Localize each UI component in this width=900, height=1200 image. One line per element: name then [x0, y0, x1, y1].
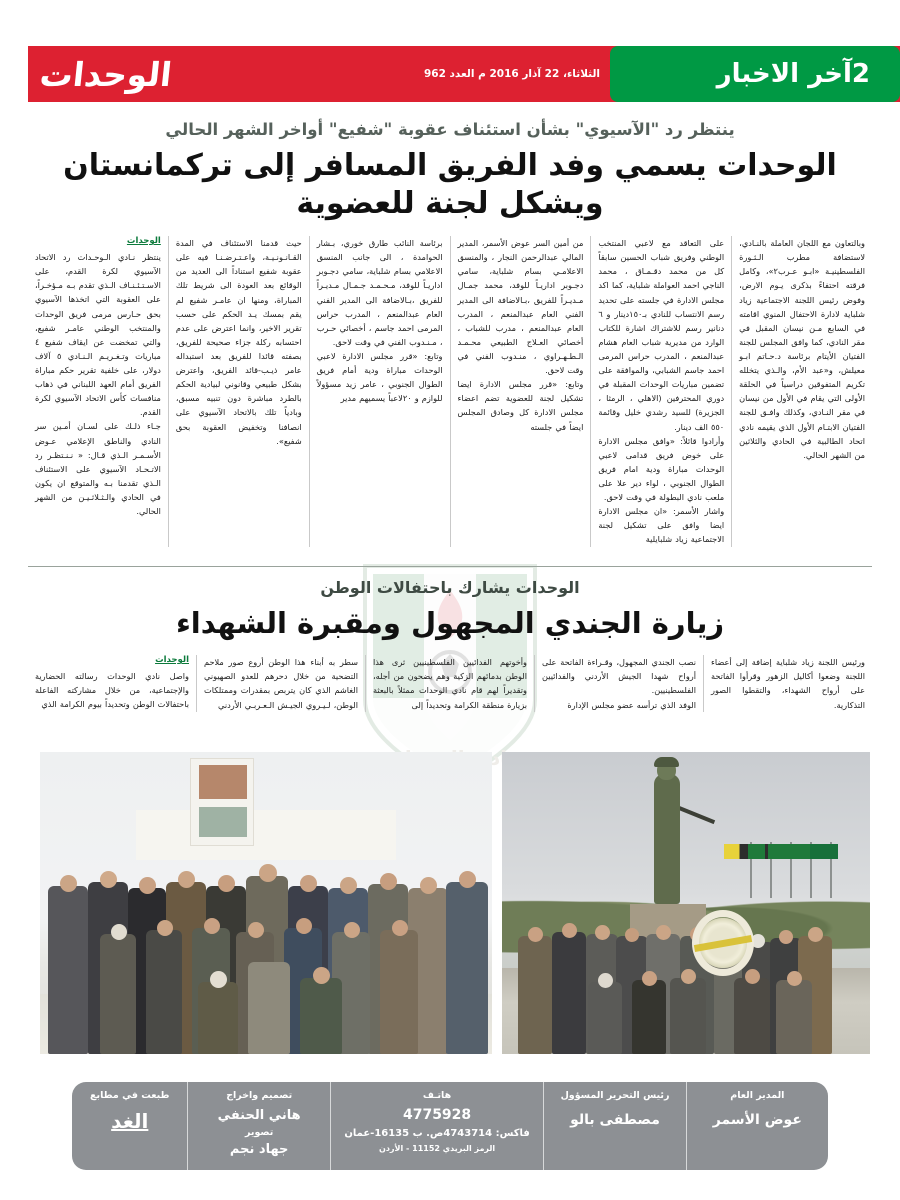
- article-column: [534, 655, 703, 711]
- article-paragraph: وأرادوا قائلاً: «وافق مجلس الادارة على خوض فريق قدامى لاعبي الوحدات مباراة ودية امام فريق الطوال الجنوبي ، لواء دير علا على ملعب نادي البطولة في وقت لاحق.: [598, 435, 725, 503]
- article-column: [450, 236, 591, 546]
- section-label: آخر الاخبار: [716, 59, 852, 89]
- watermark-label: نادي: [471, 746, 516, 770]
- article-column: [28, 655, 196, 711]
- article-column: [590, 236, 731, 546]
- article-paragraph: واصل نادي الوحدات رسالته الحضارية والإجتماعية، من خلال مشاركته الفاعلة باحتفالات الوطن وتحديداً بيوم الكرامة الذي: [35, 671, 189, 710]
- footer-label: رئيس التحرير المسؤول: [560, 1090, 670, 1101]
- footer-label-printer: طبعت في مطابع: [90, 1090, 170, 1101]
- footer-cell-editor-in-chief: [543, 1082, 685, 1170]
- martyrs-cemetery-group-photo: [40, 752, 492, 1054]
- article-paragraph: على التعاقد مع لاعبي المنتخب الوطني وفريق شباب الحسين سابقاً كل من محمد دقـمـاق ، محمد الناجي احمد العواملة شلباية، كما اكد مجلس الادارة في جلسته على تحديد رسم الانتساب للنادي بـ١٥٠دينار و ٦ دنانير رسم للاشتراك اشارة للكتاب الوارد من مديرية شباب العام هشام عبدالمنعم ، المدرب حراس المرمى احمد جاسم الشبابي، والموافقة على تضمين مباريات الوحدات المقبلة في دوري المحترفين (الاهلي ، الرمثا ، الجزيرة) للسيد رشدي خليل وقائمة ٥٥٠ الف دينار.: [598, 238, 725, 432]
- brand-logo: الوحدات: [37, 54, 174, 94]
- article-paragraph: حيث قدمنا الاستئناف في المدة القـانـونـيـة، واعـتـرضـنـا فيه على عقوبة شفيع استناداً الى العديد من الوقائع بعد العودة الى شريط تلك المباراة، ومنها ان عامـر شفيع لم يقم بمسك يـد الحكم على حسب تقرير الاخير، وانما اعترض على عدم احتسابه ركلة جزاء صحيحة للفريق، بصفته قائدا للفريق بعد استبداله عامر ذيـب-قائد الفريق، واعترض بشكل طبيعي وقانوني لبيادية الحكم بالطرد مباشرة دون تنبيه مسبق، وبادياً تلك بالاتحاد الآسيوي على انصافنا وتخفيض العقوبة بحق شفيع».: [175, 238, 302, 446]
- footer-designer-name: هاني الحنفي: [217, 1108, 301, 1124]
- article-bottom-headline: زيارة الجندي المجهول ومقبرة الشهداء: [175, 606, 725, 640]
- article-column: [703, 655, 872, 711]
- article-top-headline: الوحدات يسمي وفد الفريق المسافر إلى تركمانستان ويشكل لجنة للعضوية: [63, 148, 837, 221]
- article-paragraph: وأخوتهم الفدائيين الفلسطينيين ثرى هذا الوطن بدمائهم الزكية وهم يضحون من أجله، وتقديراً لهم قام نادي الوحدات ممثلاً بالبعثة بزيارة منطقة الكرامة وتحديداً إلى: [373, 657, 527, 710]
- footer-label-photography: تصوير: [244, 1126, 274, 1138]
- footer-label-phone: هاتـف: [422, 1090, 452, 1101]
- article-column: [196, 655, 365, 711]
- unknown-soldier-monument-photo: [502, 752, 870, 1054]
- issue-date-line: الثلاثاء، 22 آذار 2016 م العدد 962: [423, 68, 600, 80]
- article-paragraph: جـاء ذلـك على لسـان أمـين سر النادي والناطق الإعلامي عـوض الأسـمـر الـذي قـال: « نـنـتظـر رد الاتـحـاد الآسيوي على الاستئناف الـذي تقدمنا بـه والمتوقع ان يكون في الحادي والـثـلاثـيـن من الشهر الحالي.: [35, 421, 161, 517]
- article-column: [28, 236, 168, 546]
- article-top-byline: الوحدات: [126, 236, 161, 247]
- article-column: [168, 236, 309, 546]
- article-paragraph: من أمين السر عوض الأسمر، المدير المالي عبدالرحمن النجار ، والمنسق الاعلامـي بسام شلباية، سامي دجـوبر اداريـاً للوفد، محمد جمـال مـديـراً للفريق ،بـالاضافة الى المدير الفني العام عبدالمنعم ، المدرب العام عبدالمنعم ، مدرب للشباب ، أخصائي العـلاج الطبيعي محـمـد الـطـهـراوي ، منـدوب الفني في وقت لاحق.: [457, 238, 584, 376]
- article-top-columns: [28, 236, 872, 546]
- article-top-kicker: ينتظر رد "الآسيوي" بشأن استئناف عقوبة "شفيع" أواخر الشهر الحالي: [165, 120, 735, 139]
- footer-postal-line: الرمز البريدي 11152 - الأردن: [379, 1143, 496, 1153]
- article-column: [309, 236, 450, 546]
- footer-value: مصطفى بالو: [570, 1112, 660, 1129]
- soldier-statue: [654, 774, 680, 904]
- footer-fax-line: فاكس: 4743714ص. ب 16135-عمان: [344, 1127, 530, 1139]
- article-paragraph: ورئيس اللجنة زياد شلباية إضافة إلى أعضاء اللجنة وضعوا أكاليل الزهور وقرأوا الفاتحة على أرواح الشهداء، والتقطوا الصور التذكارية.: [711, 657, 865, 710]
- photo-row: [40, 752, 870, 1054]
- page-number: 2: [851, 59, 870, 89]
- article-paragraph: وبالتعاون مع اللجان العاملة بالنـادي، لاستضافة مطرب الـثـورة الفلسطينيـة «ابـو عـرب٢»، وكامل فرقته احتفاءً بذكرى يـوم الارض، وفوض رئيس اللجنة الاجتماعية زياد شلباية لادارة الاحتفال المنوي اقامته في السابع مـن نيسان المقبل في مقر النادي، كما وافق المجلس للجنة الفتيان الأيتام برئاسة د.حـاتم ابـو معيلش، و«عبد الأم، والـذي يتخلله تكريم المتفوقين دراسياً في الحلقة الأولى التي يقام في الأول من نيسان في مقر النـادي، وكذلك وافـق للجنة الفتيان الابتـام الأول الذي يقيمه نادي اتحاد الطالبية في الحادي والثلاثين من الشهر الحالي.: [739, 238, 866, 460]
- article-paragraph: نصب الجندي المجهول، وقـراءة الفاتحة على أرواح شهدا الجيش الأردني والفدائيين الفلسطينيين.: [542, 657, 696, 696]
- article-paragraph: وتابع: «قرر مجلس الادارة لاعبي الوحدات مباراة ودية أمام فريق الطوال الجنوبي ، عامر زيد مسؤولاً للوازم و ٢٠لاعباً يسميهم مدير: [316, 350, 443, 404]
- article-column: [731, 236, 872, 546]
- article-bottom-columns: [28, 655, 872, 711]
- article-paragraph: ينتظر نـادي الـوحـدات رد الاتحاد الآسيوي لكرة القدم، على الاسـتـئـنـاف الـذي تقدم بـه مـؤخـراً، على العقوبة التي اتخذها الآسيوي بحق حـارس مرمى فريق الوحدات والمنتخب الوطني عامـر شفيع، والتي تمخضت عن ايقاف شفيع ٤ مباريات وتـغـريـم الـنـادي ٥ آلاف دولار، على خلفية تقرير حكم مباراة الفريق أمام العهد اللبناني في ذهاب منافسات كأس الاتحاد الآسيوي لكرة القدم.: [35, 252, 161, 418]
- footer-label-design: تصميم واخراج: [226, 1090, 293, 1101]
- footer-cell-design: [187, 1082, 329, 1170]
- article-paragraph: سطر به أبناء هذا الوطن أروع صور ملاحم التضحية من خلال دحرهم للعدو الصهيوني الغاشم الذي كان يتربص بمقدرات وممتلكات الوطن، لـيـروي الجيـش الـعـربـي الأردني: [204, 657, 358, 710]
- memorial-wall: [136, 810, 396, 860]
- article-column: [365, 655, 534, 711]
- article-top: [28, 118, 872, 547]
- footer-cell-contact: [330, 1082, 543, 1170]
- article-bottom-byline: الوحدات: [155, 655, 189, 666]
- article-paragraph: برئاسة النائب طارق خوري، بـشار الحوامدة ، الى جانب المنسق الاعلامي بسام شلباية، سامي دجـوبر اداريـاً للوفد، مـحـمـد جـمـال مـديـراً للفريق ،بـالاضافة الى المدير الفني العام عبدالمنعم ، المدرب حراس المرمى احمد جاسم ، أخصائي حـرب ، مـنـدوب الفني في وقت لاحق.: [316, 238, 443, 347]
- article-divider: [28, 566, 872, 567]
- article-paragraph: واشار الأسمر: «ان مجلس الادارة ايضا وافق على تشكيل لجنة الاجتماعية زياد شلبايلية: [598, 506, 725, 545]
- footer-cell-printer: [72, 1082, 187, 1170]
- page-footer: [72, 1082, 828, 1170]
- footer-label: المدير العام: [730, 1090, 785, 1101]
- article-bottom-kicker: الوحدات يشارك باحتفالات الوطن: [320, 578, 580, 597]
- footer-photographer-name: جهاد نجم: [229, 1142, 289, 1157]
- memorial-plaque-secondary: [199, 807, 247, 837]
- footer-printer-name: الغد: [111, 1109, 149, 1134]
- article-paragraph: وتابع: «قرر مجلس الادارة ايضا تشكيل لجنة للعضوية تضم اعضاء مجلس الادارة كل وصادق المجلس ايضاً في جلسته: [457, 379, 584, 432]
- memorial-stone: [190, 758, 254, 846]
- memorial-plaque: [199, 765, 247, 799]
- article-paragraph: الوفد الذي ترأسه عضو مجلس الإدارة: [567, 699, 696, 710]
- masthead: [0, 46, 900, 102]
- footer-cell-general-manager: [686, 1082, 828, 1170]
- article-bottom: [28, 578, 872, 712]
- footer-value: عوض الأسمر: [712, 1112, 802, 1129]
- footer-phone-number: 4775928: [402, 1107, 472, 1124]
- section-title: [717, 46, 878, 102]
